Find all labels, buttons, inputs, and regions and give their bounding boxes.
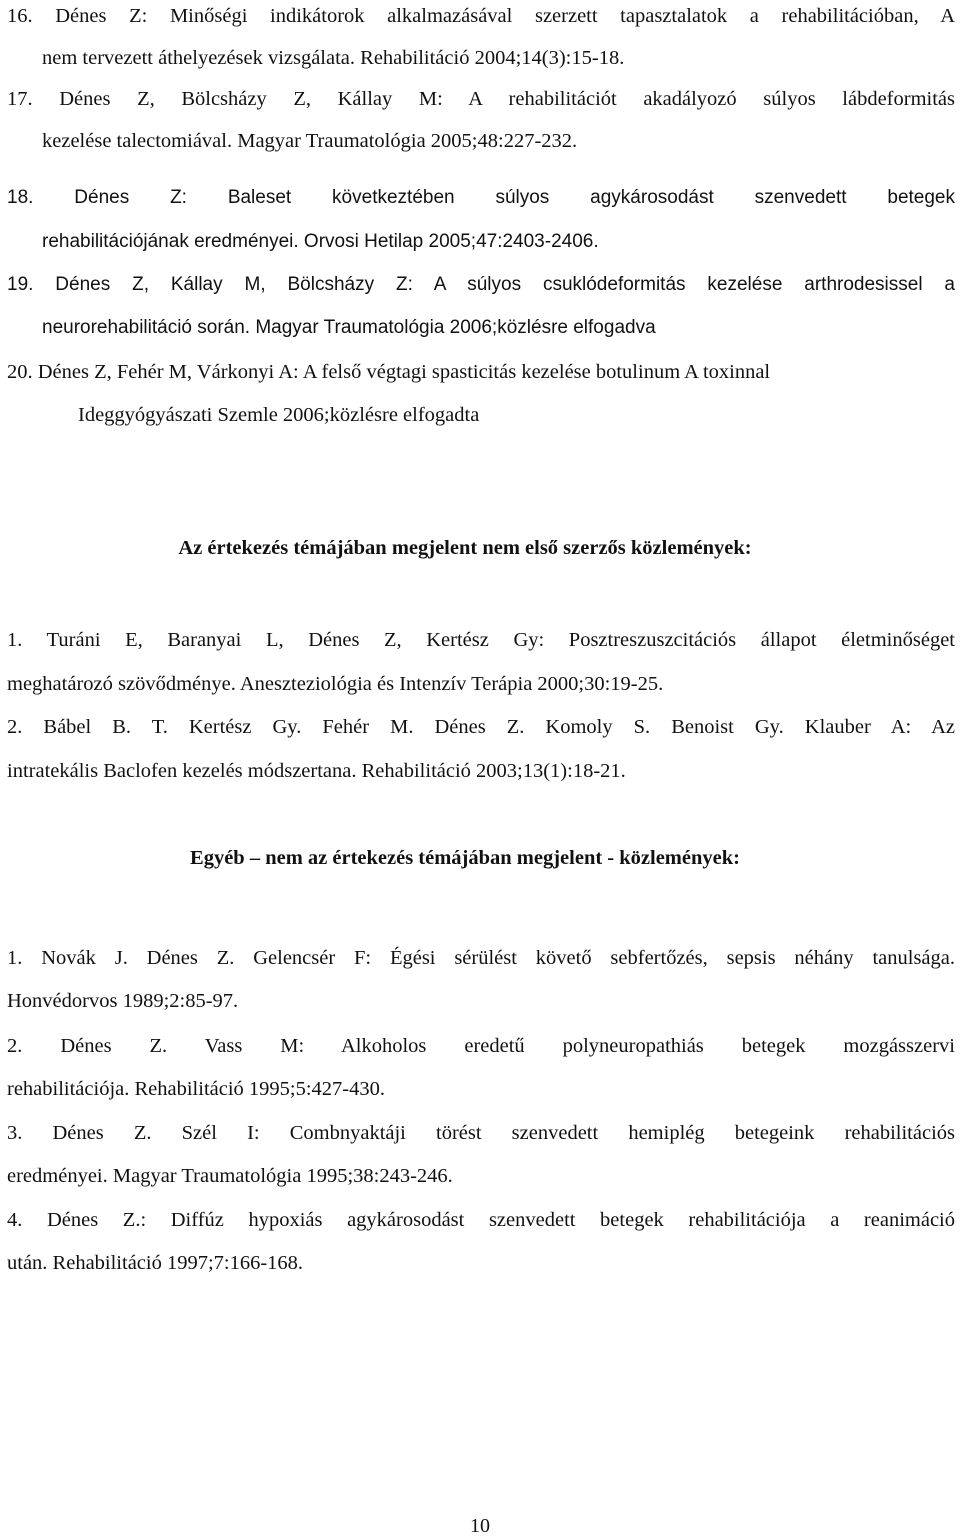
other-item-3-line-2: eredményei. Magyar Traumatológia 1995;38:243-246. [7,1165,453,1187]
page-number: 10 [470,1515,490,1537]
other-item-2-line-2: rehabilitációja. Rehabilitáció 1995;5:427-430. [7,1078,386,1100]
reference-17-line-1: 17. Dénes Z, Bölcsházy Z, Kállay M: A rehabilitációt akadályozó súlyos lábdeformitás [7,88,955,110]
section-heading-other: Egyéb – nem az értekezés témájában megjelent - közlemények: [190,847,740,869]
reference-18-line-1: 18. Dénes Z: Baleset következtében súlyos agykárosodást szenvedett betegek [7,187,955,208]
coauthor-item-1-line-1: 1. Turáni E, Baranyai L, Dénes Z, Kertész Gy: Posztreszuszcitációs állapot életminőséget [7,629,955,651]
reference-18-line-2: rehabilitációjának eredményei. Orvosi Hetilap 2005;47:2403-2406. [42,231,599,252]
coauthor-item-1-line-2: meghatározó szövődménye. Aneszteziológia és Intenzív Terápia 2000;30:19-25. [7,673,664,695]
reference-19-line-2: neurorehabilitáció során. Magyar Traumatológia 2006;közlésre elfogadva [42,317,656,338]
reference-19-line-1: 19. Dénes Z, Kállay M, Bölcsházy Z: A súlyos csuklódeformitás kezelése arthrodesissel a [7,274,955,295]
reference-16-line-2: nem tervezett áthelyezések vizsgálata. Rehabilitáció 2004;14(3):15-18. [42,47,625,69]
coauthor-item-2-line-1: 2. Bábel B. T. Kertész Gy. Fehér M. Dénes Z. Komoly S. Benoist Gy. Klauber A: Az [7,716,955,738]
reference-17-line-2: kezelése talectomiával. Magyar Traumatológia 2005;48:227-232. [42,130,578,152]
other-item-4-line-1: 4. Dénes Z.: Diffúz hypoxiás agykárosodást szenvedett betegek rehabilitációja a reanimáció [7,1209,955,1231]
other-item-1-line-2: Honvédorvos 1989;2:85-97. [7,990,239,1012]
reference-16-line-1: 16. Dénes Z: Minőségi indikátorok alkalmazásával szerzett tapasztalatok a rehabilitációban, A [7,5,955,27]
other-item-1-line-1: 1. Novák J. Dénes Z. Gelencsér F: Égési sérülést követő sebfertőzés, sepsis néhány tanulsága. [7,947,955,969]
other-item-3-line-1: 3. Dénes Z. Szél I: Combnyaktáji törést szenvedett hemiplég betegeink rehabilitációs [7,1122,955,1144]
section-heading-coauthor: Az értekezés témájában megjelent nem első szerzős közlemények: [178,537,752,559]
coauthor-item-2-line-2: intratekális Baclofen kezelés módszertana. Rehabilitáció 2003;13(1):18-21. [7,760,626,782]
other-item-2-line-1: 2. Dénes Z. Vass M: Alkoholos eredetű polyneuropathiás betegek mozgásszervi [7,1035,955,1057]
other-item-4-line-2: után. Rehabilitáció 1997;7:166-168. [7,1252,304,1274]
reference-20-line-2: Ideggyógyászati Szemle 2006;közlésre elfogadta [78,404,480,426]
reference-20-line-1: 20. Dénes Z, Fehér M, Várkonyi A: A felső végtagi spasticitás kezelése botulinum A toxinnal [7,361,771,383]
